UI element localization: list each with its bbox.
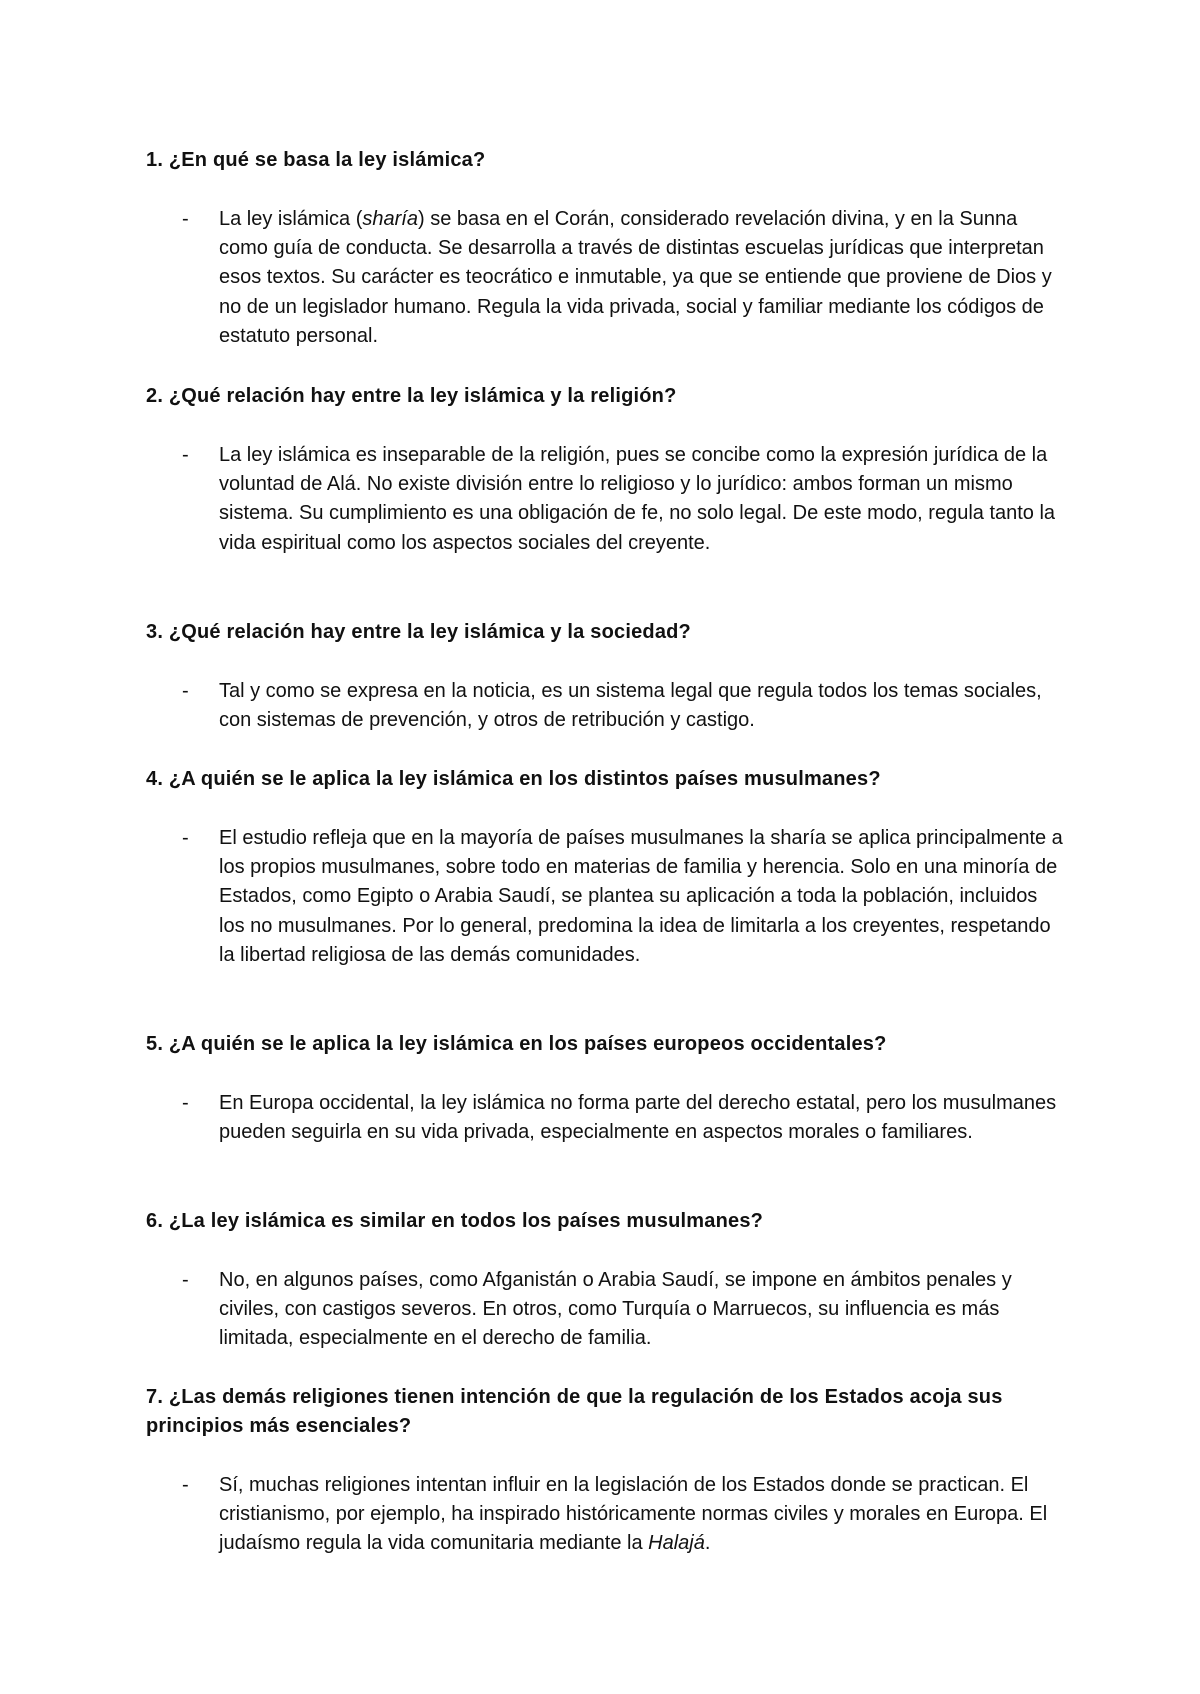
answer-text: La ley islámica es inseparable de la religión, pues se concibe como la expresión jurídica de la voluntad de Alá. No existe división entre lo religioso y lo jurídico: ambos forman un mismo sistema. Su cumplimiento es una obligación de fe, no solo legal. De este modo, regula tanto la vida espiritual como los aspectos sociales del creyente. [219,444,1056,554]
answer-text: En Europa occidental, la ley islámica no forma parte del derecho estatal, pero los musulmanes pueden seguirla en su vida privada, especialmente en aspectos morales o familiares. [219,1092,1057,1144]
bullet-dash: - [182,1092,189,1114]
answer-text: El estudio refleja que en la mayoría de países musulmanes la sharía se aplica principalmente a los propios musulmanes, sobre todo en materias de familia y herencia. Solo en una minoría de Estados, como Egipto o Arabia Saudí, se plantea su aplicación a toda la población, incluidos los no musulmanes. Por lo general, predomina la idea de limitarla a los creyentes, respetando la libertad religiosa de las demás comunidades. [219,827,1063,966]
question-heading: 4. ¿A quién se le aplica la ley islámica en los distintos países musulmanes? [146,768,881,790]
bullet-dash: - [182,1269,189,1291]
bullet-dash: - [182,1474,189,1496]
answer-text: Tal y como se expresa en la noticia, es un sistema legal que regula todos los temas sociales, con sistemas de prevención, y otros de retribución y castigo. [219,680,1042,732]
answer-text-part: La ley islámica ( [219,208,363,230]
question-heading: 1. ¿En qué se basa la ley islámica? [146,149,486,171]
bullet-dash: - [182,680,189,702]
answer-text-part: Sí, muchas religiones intentan influir en la legislación de los Estados donde se practican. El cristianismo, por ejemplo, ha inspirado históricamente normas civiles y morales en Europa. El judaísmo regula la vida comunitaria mediante la [219,1474,1048,1555]
answer-italic-term: sharía [362,208,418,230]
answer-text-part: . [704,1532,711,1555]
bullet-dash: - [182,827,189,849]
question-heading: 2. ¿Qué relación hay entre la ley islámica y la religión? [146,385,677,407]
bullet-dash: - [182,444,189,466]
answer-text [219,1471,1065,1559]
question-heading: 5. ¿A quién se le aplica la ley islámica en los países europeos occidentales? [146,1033,887,1055]
question-heading: 7. ¿Las demás religiones tienen intención de que la regulación de los Estados acoja sus principios más esenciales? [146,1386,1003,1437]
answer-text: No, en algunos países, como Afganistán o Arabia Saudí, se impone en ámbitos penales y civiles, con castigos severos. En otros, como Turquía o Marruecos, su influencia es más limitada, especialmente en el derecho de familia. [219,1269,1012,1350]
bullet-dash: - [182,208,189,230]
question-heading: 6. ¿La ley islámica es similar en todos los países musulmanes? [146,1210,764,1232]
question-heading: 3. ¿Qué relación hay entre la ley islámica y la sociedad? [146,621,691,643]
answer-italic-term: Halajá [648,1532,705,1555]
answer-text [219,205,1065,351]
answer-text-part: ) se basa en el Corán, considerado revelación divina, y en la Sunna como guía de conducta. Se desarrolla a través de distintas escuelas jurídicas que interpretan esos textos. Su carácter es teocrático e inmutable, ya que se entiende que proviene de Dios y no de un legislador humano. Regula la vida privada, social y familiar mediante los códigos de estatuto personal. [219,208,1052,347]
